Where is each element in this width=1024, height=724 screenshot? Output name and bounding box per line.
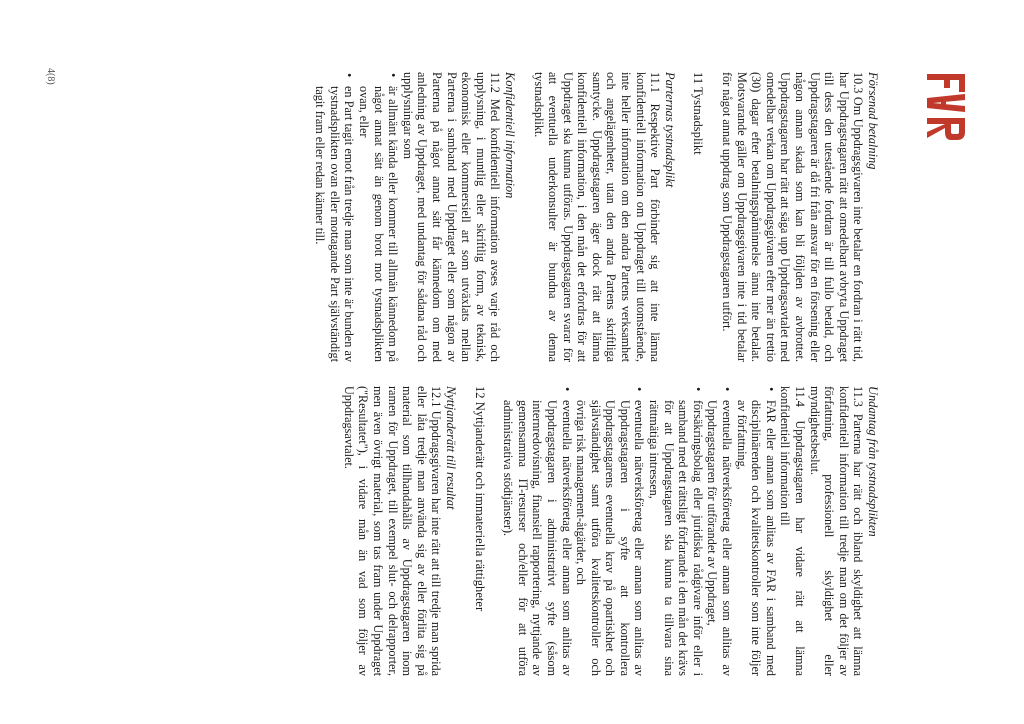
section-heading: Nyttjanderätt till resultat <box>443 386 458 510</box>
section-title: 11 Tystnadsplikt <box>691 72 706 155</box>
bullet-list <box>313 72 401 362</box>
list-item: • eventuella nätverksföretag eller annan som anlitas av Uppdragstagaren i administrativt syfte (såsom internredovisning, finansiell rapportering, nyttjande av gemensamma IT-resurser och/eller för att utföra administrativa stödtjänster). <box>501 400 574 676</box>
list-item: • eventuella nätverksföretag eller annan som anlitas av Uppdragstagaren i syfte att kontrollera Uppdragstagarens eventuella krav på opartiskhet och självständighet samt utföra kvalitetskontroller och övriga risk management-åtgärder, och <box>574 400 647 676</box>
section-heading: Konfidentiell information <box>502 72 517 199</box>
list-item: • försäkringsbolag eller juridiska rådgivare inför eller i samband med ett rättsligt förfarande i den mån det krävs för att Uppdragstagaren ska kunna ta tillvara sina rättmätiga intressen, <box>647 400 705 676</box>
list-item: • en Part tagit emot från tredje man som inte är bunden av tystnadsplikten ovan eller mottagande Part självständigt tagit fram eller redan känner till. <box>313 86 357 362</box>
section-title: 12 Nyttjanderätt och immateriella rättigheter <box>472 386 487 612</box>
far-logo <box>925 72 967 142</box>
section-heading: Försenad betalning <box>866 72 880 170</box>
paragraph: 11.1 Respektive Part förbinder sig att inte lämna konfidentiell information om Uppdraget till utomstående, inte heller information om den andra Partens verksamhet och angelägenheter, utan den andra Partens skriftliga samtycke. Uppdragstagaren äger dock rätt att lämna konfidentiell information, i den mån det erfordras för att Uppdraget ska kunna utföras. Uppdragstagaren svarar för att eventuella underkonsulter är bundna av denna tystnadsplikt. <box>531 72 663 362</box>
list-item: • FAR eller annan som anlitas av FAR i samband med disciplinärenden och kvalitetskontroller som inte följer av författning, <box>734 400 778 676</box>
paragraph: 11.2 Med konfidentiell information avses varje råd och upplysning, i muntlig eller skriftlig form, av teknisk, ekonomisk eller kommersiell art som utväxlats mellan Parterna i samband med Uppdraget eller som någon av Parterna på något annat sätt får kännedom om med anledning av Uppdraget, med undantag för sådana råd och upplysningar som <box>400 72 503 362</box>
text-column-right <box>341 386 880 676</box>
bullet-list <box>501 386 778 676</box>
list-item: • är allmänt kända eller kommer till allmän kännedom på något annat sätt än genom brott mot tystnadsplikten ovan, eller <box>356 86 400 362</box>
paragraph: 10.3 Om Uppdragsgivaren inte betalar en fordran i rätt tid, har Uppdragstagaren rätt att omedelbart avbryta Uppdraget till dess den utestående fordran är till fullo betald, och Uppdragstagaren är då fri från ansvar för en försening eller någon annan skada som kan bli följden av avbrottet. Uppdragstagaren har rätt att säga upp Uppdragsavtalet med omedelbar verkan om Uppdragsgivaren efter mer än trettio (30) dagar efter betalningspåminnelse ännu inte betalat. Motsvarande gäller om Uppdragsgivaren inte i tid betalar för något annat uppdrag som Uppdragstagaren utfört. <box>720 72 866 362</box>
paragraph: 11.3 Parterna har rätt och ibland skyldighet att lämna konfidentiell information till tredje man om det följer av författning, professionell skyldighet eller myndighetsbeslut. <box>807 386 866 676</box>
section-heading: Undantag från tystnadsplikten <box>866 386 880 537</box>
section-heading: Parternas tystnadsplikt <box>662 72 677 188</box>
page-number: 4(8) <box>45 68 56 85</box>
list-item: • eventuella nätverksföretag eller annan som anlitas av Uppdragstagaren för utförandet av Uppdraget, <box>705 400 734 676</box>
paragraph: 11.4 Uppdragstagaren har vidare rätt att lämna konfidentiell information till <box>778 386 808 676</box>
paragraph: 12.1 Uppdragsgivaren har inte rätt att till tredje man sprida eller låta tredje man använda sig av eller förlita sig på material som tillhandahålls av Uppdragstagaren inom ramen för Uppdraget, till exempel slut- och delrapporter, men även övrigt material, som tas fram under Uppdraget ("Resultatet"), i vidare mån än vad som följer av Uppdragsavtalet. <box>341 386 444 676</box>
text-column-left <box>313 72 880 362</box>
